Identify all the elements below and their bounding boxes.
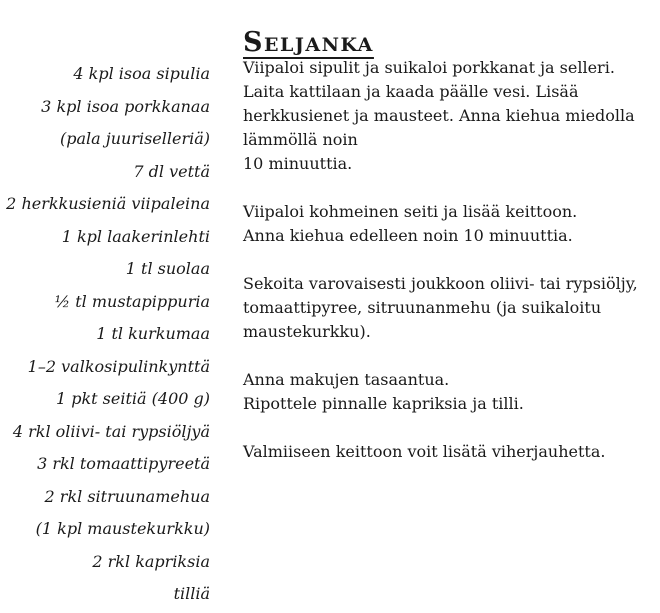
ingredient-item: 2 rkl sitruunamehua (44, 486, 210, 506)
ingredient-item: 2 rkl kapriksia (92, 551, 210, 571)
ingredient-item: (pala juuriselleriä) (59, 129, 210, 148)
instruction-line: Sekoita varovaisesti joukkoon oliivi- tai rypsiöljy, (243, 274, 638, 293)
ingredient-item: 1 kpl laakerinlehti (61, 226, 210, 246)
ingredient-item: 3 kpl isoa porkkanaa (41, 96, 210, 116)
ingredient-item: 4 rkl oliivi- tai rypsiöljyä (12, 421, 210, 441)
instruction-step (243, 56, 638, 176)
instruction-step (243, 440, 638, 464)
instruction-line: Viipaloi kohmeinen seiti ja lisää keittoon. (243, 202, 578, 221)
ingredient-item: ½ tl mustapippuria (54, 291, 210, 311)
ingredient-item: 1 tl suolaa (125, 259, 210, 278)
ingredient-item: 3 rkl tomaattipyreetä (37, 454, 210, 473)
ingredient-item: 4 kpl isoa sipulia (73, 64, 210, 83)
instructions (243, 56, 638, 488)
instruction-line: maustekurkku). (243, 322, 371, 341)
instruction-line: Laita kattilaan ja kaada päälle vesi. Lisää (243, 82, 579, 101)
ingredient-item: 1 tl kurkumaa (96, 324, 210, 343)
ingredient-item: (1 kpl maustekurkku) (35, 519, 210, 538)
ingredient-item: 2 herkkusieniä viipaleina (6, 194, 210, 213)
ingredient-item: 1–2 valkosipulinkynttä (27, 356, 210, 376)
instruction-line: lämmöllä noin (243, 130, 358, 149)
recipe-title: Seljanka (243, 27, 374, 59)
instruction-step (243, 200, 638, 248)
instruction-step (243, 272, 638, 344)
instruction-line: Ripottele pinnalle kapriksia ja tilli. (243, 394, 524, 413)
instruction-line: 10 minuuttia. (243, 154, 353, 173)
ingredient-item: 7 dl vettä (133, 161, 210, 181)
ingredient-item: 1 pkt seitiä (400 g) (55, 389, 210, 408)
instruction-line: Anna kiehua edelleen noin 10 minuuttia. (243, 226, 573, 245)
ingredient-list (6, 58, 210, 611)
instruction-line: tomaattipyree, sitruunanmehu (ja suikaloitu (243, 298, 602, 317)
instruction-line: Anna makujen tasaantua. (243, 370, 450, 389)
instruction-line: Viipaloi sipulit ja suikaloi porkkanat ja selleri. (243, 58, 615, 77)
instruction-line: herkkusienet ja mausteet. Anna kiehua miedolla (243, 106, 635, 125)
ingredient-item: tilliä (173, 584, 210, 603)
instruction-line: Valmiiseen keittoon voit lisätä viherjauhetta. (243, 442, 606, 461)
instruction-step (243, 368, 638, 416)
